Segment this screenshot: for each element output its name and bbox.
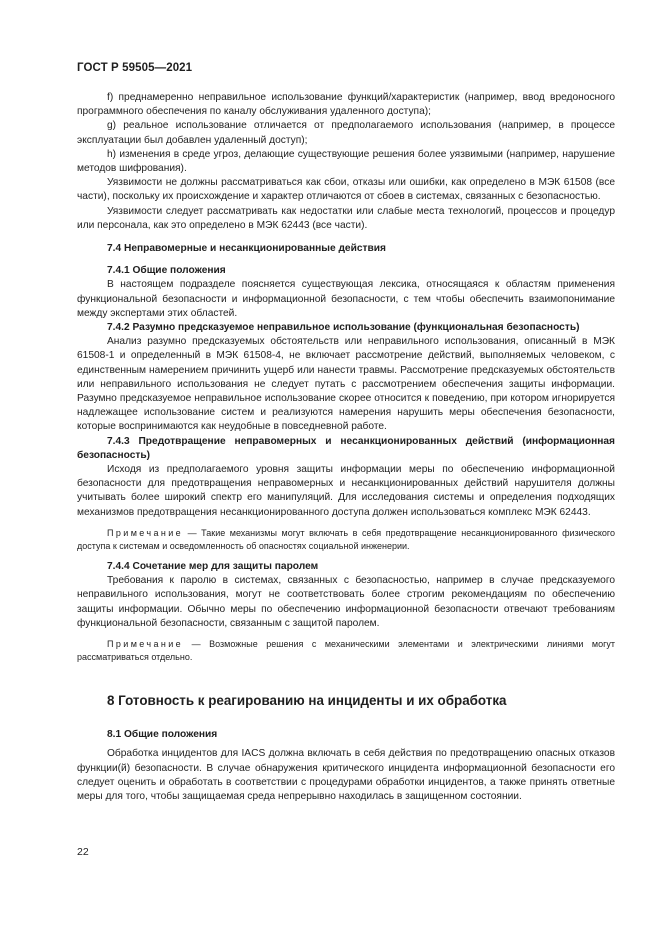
section-7-4-1-text: В настоящем подразделе поясняется существующая лексика, относящаяся к областям применения функциональной безопасности и информационной безопасности, с тем чтобы обеспечить взаимопонимание между экспертами этих областей.	[77, 279, 615, 319]
note-1-label: Примечание	[107, 527, 184, 538]
section-7-4-4-heading: 7.4.4 Сочетание мер для защиты паролем	[107, 560, 319, 572]
note-1-text: — Такие механизмы могут включать в себя предотвращение несанкционированного физического доступа к системам и осведомленность об опасностях социальной инженерии.	[77, 527, 615, 551]
section-7-4-2-text: Анализ разумно предсказуемых обстоятельств или неправильного использования, описанный в МЭК 61508-1 и определенный в МЭК 61508-4, не включает рассмотрение действий, выполняемых человеком, с единственным намерением причинить ущерб или нанести травмы. Рассмотрение предсказуемых обстоятельств или неправильного использования не следует путать с рассмотрением обеспечения защиты информации. Разумно предсказуемое неправильное использование скорее относится к поведению, при котором игнорируется надлежащее использование систем и реализуются намерения нарушить меры обеспечения безопасности, которые воспринимаются как неудобные в повседневной работе.	[77, 336, 615, 433]
section-7-4-3-heading: 7.4.3 Предотвращение неправомерных и несанкционированных действий (информационная безопасность)	[77, 435, 615, 461]
section-7-4-heading: 7.4 Неправомерные и несанкционированные действия	[107, 243, 386, 255]
section-8-1-heading: 8.1 Общие положения	[107, 729, 218, 741]
document-header: ГОСТ Р 59505—2021	[77, 62, 193, 74]
paragraph-vulnerabilities-2: Уязвимости следует рассматривать как недостатки или слабые места технологий, процессов и процедур или персонала, как это определено в МЭК 62443 (все части).	[77, 205, 615, 231]
note-2-text: — Возможные решения с механическими элементами и электрическими линиями могут рассматриваться отдельно.	[77, 638, 615, 662]
page-body	[77, 91, 615, 804]
page-number: 22	[77, 846, 89, 858]
section-7-4-2-heading: 7.4.2 Разумно предсказуемое неправильное использование (функциональная безопасность)	[107, 322, 580, 334]
paragraph-vulnerabilities-1: Уязвимости не должны рассматриваться как сбои, отказы или ошибки, как определено в МЭК 61508 (все части), поскольку их происхождение и характер отличаются от сбоев в системах, связанных с безопасностью.	[77, 177, 615, 203]
list-item-h: h) изменения в среде угроз, делающие существующие решения более уязвимыми (например, нарушение методов шифрования).	[77, 148, 615, 175]
section-8-heading: 8 Готовность к реагированию на инциденты и их обработка	[107, 692, 507, 708]
section-7-4-1-heading: 7.4.1 Общие положения	[107, 265, 226, 277]
note-2	[77, 638, 615, 664]
note-2-label: Примечание	[107, 638, 184, 649]
section-8-1-text: Обработка инцидентов для IACS должна включать в себя действия по предотвращению опасных отказов функции(й) безопасности. В случае обнаружения критического инцидента информационной безопасности его следует оценить и обработать в соответствии с процедурами обработки инцидентов, а также принять ответные меры для того, чтобы защищаемая среда непрерывно находилась в защищенном состоянии.	[77, 748, 615, 802]
section-7-4-4-text: Требования к паролю в системах, связанных с безопасностью, например в случае предсказуемого неправильного использования, могут не соответствовать более строгим рекомендациям по обеспечению защиты информации. Обычно меры по обеспечению информационной безопасности отвечают требованиям функциональной безопасности, связанным с защитой паролем.	[77, 575, 615, 629]
note-1	[77, 527, 615, 553]
list-item-f: f) преднамеренно неправильное использование функций/характеристик (например, ввод вредоносного программного обеспечения по каналу обслуживания удаленного доступа);	[77, 92, 615, 118]
list-item-g: g) реальное использование отличается от предполагаемого использования (например, в процессе эксплуатации был добавлен удаленный доступ);	[77, 120, 615, 146]
section-7-4-3-text: Исходя из предполагаемого уровня защиты информации меры по обеспечению информационной безопасности для предотвращения неправомерных и несанкционированных действий нарушителя должны учитывать более широкий спектр его манипуляций. Для исследования системы и определения подходящих механизмов предотвращения несанкционированного доступа должен использоваться комплекс МЭК 62443.	[77, 464, 615, 518]
